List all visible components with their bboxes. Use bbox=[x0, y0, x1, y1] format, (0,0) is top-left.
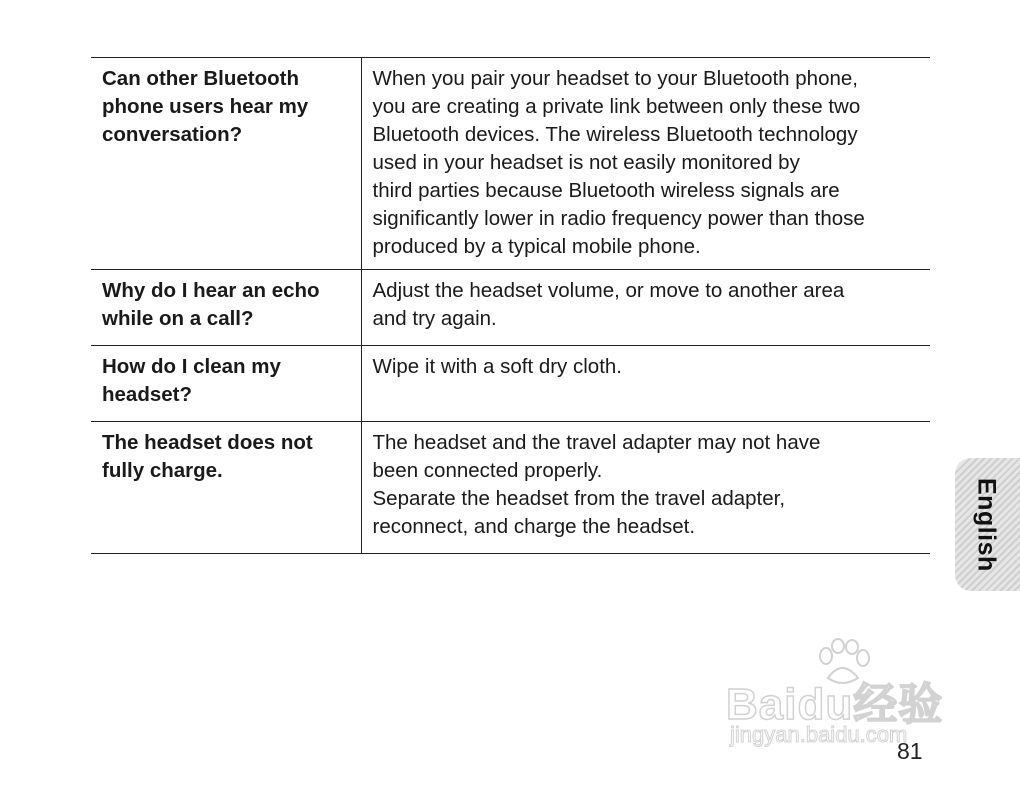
answer-line: Separate the headset from the travel adapter, bbox=[372, 487, 786, 510]
faq-row bbox=[91, 346, 930, 422]
faq-answer bbox=[361, 58, 930, 270]
answer-line: Wipe it with a soft dry cloth. bbox=[372, 355, 623, 378]
faq-row bbox=[91, 270, 930, 346]
baidu-watermark bbox=[722, 638, 962, 753]
answer-line: produced by a typical mobile phone. bbox=[372, 235, 701, 258]
faq-row bbox=[91, 422, 930, 554]
paw-icon bbox=[812, 638, 872, 686]
answer-line: third parties because Bluetooth wireless signals are bbox=[372, 179, 840, 202]
answer-line: Bluetooth devices. The wireless Bluetooth technology bbox=[372, 123, 858, 146]
watermark-main: Baidu经验 bbox=[726, 680, 944, 729]
page-number: 81 bbox=[897, 738, 923, 764]
answer-line: significantly lower in radio frequency power than those bbox=[372, 207, 865, 230]
faq-question: How do I clean my headset? bbox=[91, 346, 361, 422]
faq-row bbox=[91, 58, 930, 270]
answer-line: When you pair your headset to your Bluetooth phone, bbox=[372, 67, 858, 90]
faq-question: Can other Bluetooth phone users hear my conversation? bbox=[91, 58, 361, 270]
answer-line: and try again. bbox=[372, 307, 497, 330]
language-tab bbox=[955, 458, 1020, 591]
answer-line: Adjust the headset volume, or move to another area bbox=[372, 279, 845, 302]
faq-answer bbox=[361, 346, 930, 422]
answer-line: reconnect, and charge the headset. bbox=[372, 515, 696, 538]
answer-line: used in your headset is not easily monitored by bbox=[372, 151, 800, 174]
answer-line: The headset and the travel adapter may not have bbox=[372, 431, 821, 454]
answer-line: been connected properly. bbox=[372, 459, 603, 482]
faq-answer bbox=[361, 270, 930, 346]
faq-table bbox=[91, 57, 930, 554]
faq-question: The headset does not fully charge. bbox=[91, 422, 361, 554]
watermark-sub: jingyan.baidu.com bbox=[730, 722, 908, 747]
faq-question: Why do I hear an echo while on a call? bbox=[91, 270, 361, 346]
language-tab-label: English bbox=[972, 477, 1001, 572]
faq-answer bbox=[361, 422, 930, 554]
answer-line: you are creating a private link between only these two bbox=[372, 95, 861, 118]
